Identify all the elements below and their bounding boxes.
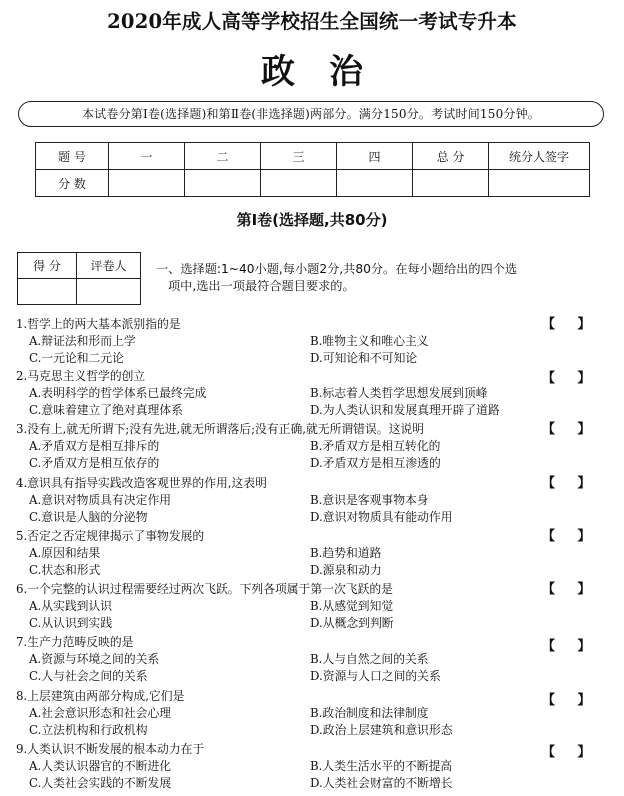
- score-table-score-row: [36, 170, 590, 197]
- question-2: [16, 368, 616, 419]
- option-c[interactable]: C.一元论和二元论: [29, 351, 124, 365]
- option-b[interactable]: B.标志着人类哲学思想发展到顶峰: [310, 386, 488, 400]
- score-cell[interactable]: [109, 170, 185, 197]
- subject-title: 政治: [261, 52, 397, 92]
- section-instruction: [156, 261, 606, 295]
- option-d[interactable]: D.矛盾双方是相互渗透的: [310, 456, 441, 470]
- score-header-cell: 统分人签字: [489, 143, 590, 170]
- answer-bracket[interactable]: 【 】: [542, 476, 591, 491]
- option-d[interactable]: D.为人类认识和发展真理开辟了道路: [310, 403, 500, 417]
- question-8: [16, 688, 616, 739]
- question-stem: 2.马克思主义哲学的创立: [16, 369, 146, 383]
- score-cell[interactable]: [489, 170, 590, 197]
- answer-bracket[interactable]: 【 】: [542, 693, 591, 708]
- score-table: [35, 142, 590, 197]
- score-cell[interactable]: [337, 170, 413, 197]
- option-a[interactable]: A.资源与环境之间的关系: [29, 652, 160, 666]
- instruction-line: 一、选择题:1~40小题,每小题2分,共80分。在每小题给出的四个选: [156, 262, 518, 276]
- question-stem: 3.没有上,就无所谓下;没有先进,就无所谓落后;没有正确,就无所谓错误。这说明: [16, 422, 424, 436]
- option-b[interactable]: B.唯物主义和唯心主义: [310, 334, 429, 348]
- question-7: [16, 634, 616, 685]
- option-b[interactable]: B.意识是客观事物本身: [310, 493, 429, 507]
- option-c[interactable]: C.人类社会实践的不断发展: [29, 776, 172, 790]
- exam-notice: 本试卷分第Ⅰ卷(选择题)和第Ⅱ卷(非选择题)两部分。满分150分。考试时间150分钟。: [18, 101, 604, 127]
- option-c[interactable]: C.意识是人脑的分泌物: [29, 510, 148, 524]
- question-stem: 5.否定之否定规律揭示了事物发展的: [16, 529, 205, 543]
- answer-bracket[interactable]: 【 】: [542, 317, 591, 332]
- option-c[interactable]: C.意味着建立了绝对真理体系: [29, 403, 183, 417]
- option-a[interactable]: A.意识对物质具有决定作用: [29, 493, 172, 507]
- score-header-cell: 总 分: [413, 143, 489, 170]
- option-d[interactable]: D.人类社会财富的不断增长: [310, 776, 453, 790]
- option-a[interactable]: A.从实践到认识: [29, 599, 113, 613]
- option-b[interactable]: B.从感觉到知觉: [310, 599, 394, 613]
- question-stem: 8.上层建筑由两部分构成,它们是: [16, 689, 185, 703]
- grader-score-cell[interactable]: [18, 279, 77, 305]
- question-5: [16, 528, 616, 579]
- score-table-header-row: [36, 143, 590, 170]
- option-c[interactable]: C.矛盾双方是相互依存的: [29, 456, 160, 470]
- option-c[interactable]: C.从认识到实践: [29, 616, 113, 630]
- option-d[interactable]: D.可知论和不可知论: [310, 351, 418, 365]
- section-title: 第Ⅰ卷(选择题,共80分): [236, 211, 388, 229]
- option-a[interactable]: A.表明科学的哲学体系已最终完成: [29, 386, 207, 400]
- grader-table: [17, 252, 141, 305]
- option-a[interactable]: A.原因和结果: [29, 546, 101, 560]
- question-1: [16, 316, 616, 367]
- exam-title: 2020年成人高等学校招生全国统一考试专升本: [107, 10, 517, 33]
- question-3: [16, 421, 616, 472]
- question-stem: 6.一个完整的认识过程需要经过两次飞跃。下列各项属于第一次飞跃的是: [16, 582, 393, 596]
- score-header-cell: 三: [261, 143, 337, 170]
- option-b[interactable]: B.人与自然之间的关系: [310, 652, 429, 666]
- grader-name-cell[interactable]: [77, 279, 141, 305]
- option-b[interactable]: B.矛盾双方是相互转化的: [310, 439, 441, 453]
- option-c[interactable]: C.状态和形式: [29, 563, 101, 577]
- option-b[interactable]: B.趋势和道路: [310, 546, 382, 560]
- option-c[interactable]: C.人与社会之间的关系: [29, 669, 148, 683]
- score-header-cell: 题 号: [36, 143, 109, 170]
- option-a[interactable]: A.社会意识形态和社会心理: [29, 706, 172, 720]
- grader-score-label: 得 分: [18, 253, 77, 279]
- option-d[interactable]: D.资源与人口之间的关系: [310, 669, 441, 683]
- question-stem: 4.意识具有指导实践改造客观世界的作用,这表明: [16, 476, 267, 490]
- option-a[interactable]: A.辩证法和形而上学: [29, 334, 136, 348]
- question-stem: 1.哲学上的两大基本派别指的是: [16, 317, 181, 331]
- option-d[interactable]: D.政治上层建筑和意识形态: [310, 723, 453, 737]
- option-a[interactable]: A.人类认识器官的不断进化: [29, 759, 172, 773]
- option-d[interactable]: D.意识对物质具有能动作用: [310, 510, 453, 524]
- score-header-cell: 一: [109, 143, 185, 170]
- question-stem: 9.人类认识不断发展的根本动力在于: [16, 742, 205, 756]
- score-header-cell: 四: [337, 143, 413, 170]
- option-b[interactable]: B.人类生活水平的不断提高: [310, 759, 453, 773]
- score-cell[interactable]: [261, 170, 337, 197]
- score-cell[interactable]: [185, 170, 261, 197]
- score-cell[interactable]: [413, 170, 489, 197]
- answer-bracket[interactable]: 【 】: [542, 529, 591, 544]
- answer-bracket[interactable]: 【 】: [542, 582, 591, 597]
- question-4: [16, 475, 616, 526]
- answer-bracket[interactable]: 【 】: [542, 639, 591, 654]
- answer-bracket[interactable]: 【 】: [542, 371, 591, 386]
- option-a[interactable]: A.矛盾双方是相互排斥的: [29, 439, 160, 453]
- option-b[interactable]: B.政治制度和法律制度: [310, 706, 429, 720]
- question-6: [16, 581, 616, 632]
- instruction-line: 项中,选出一项最符合题目要求的。: [168, 279, 355, 293]
- question-stem: 7.生产力范畴反映的是: [16, 635, 134, 649]
- option-c[interactable]: C.立法机构和行政机构: [29, 723, 148, 737]
- score-header-cell: 二: [185, 143, 261, 170]
- answer-bracket[interactable]: 【 】: [542, 422, 591, 437]
- question-9: [16, 741, 616, 792]
- score-row-label: 分 数: [36, 170, 109, 197]
- grader-name-label: 评卷人: [77, 253, 141, 279]
- answer-bracket[interactable]: 【 】: [542, 745, 591, 760]
- option-d[interactable]: D.源泉和动力: [310, 563, 382, 577]
- option-d[interactable]: D.从概念到判断: [310, 616, 394, 630]
